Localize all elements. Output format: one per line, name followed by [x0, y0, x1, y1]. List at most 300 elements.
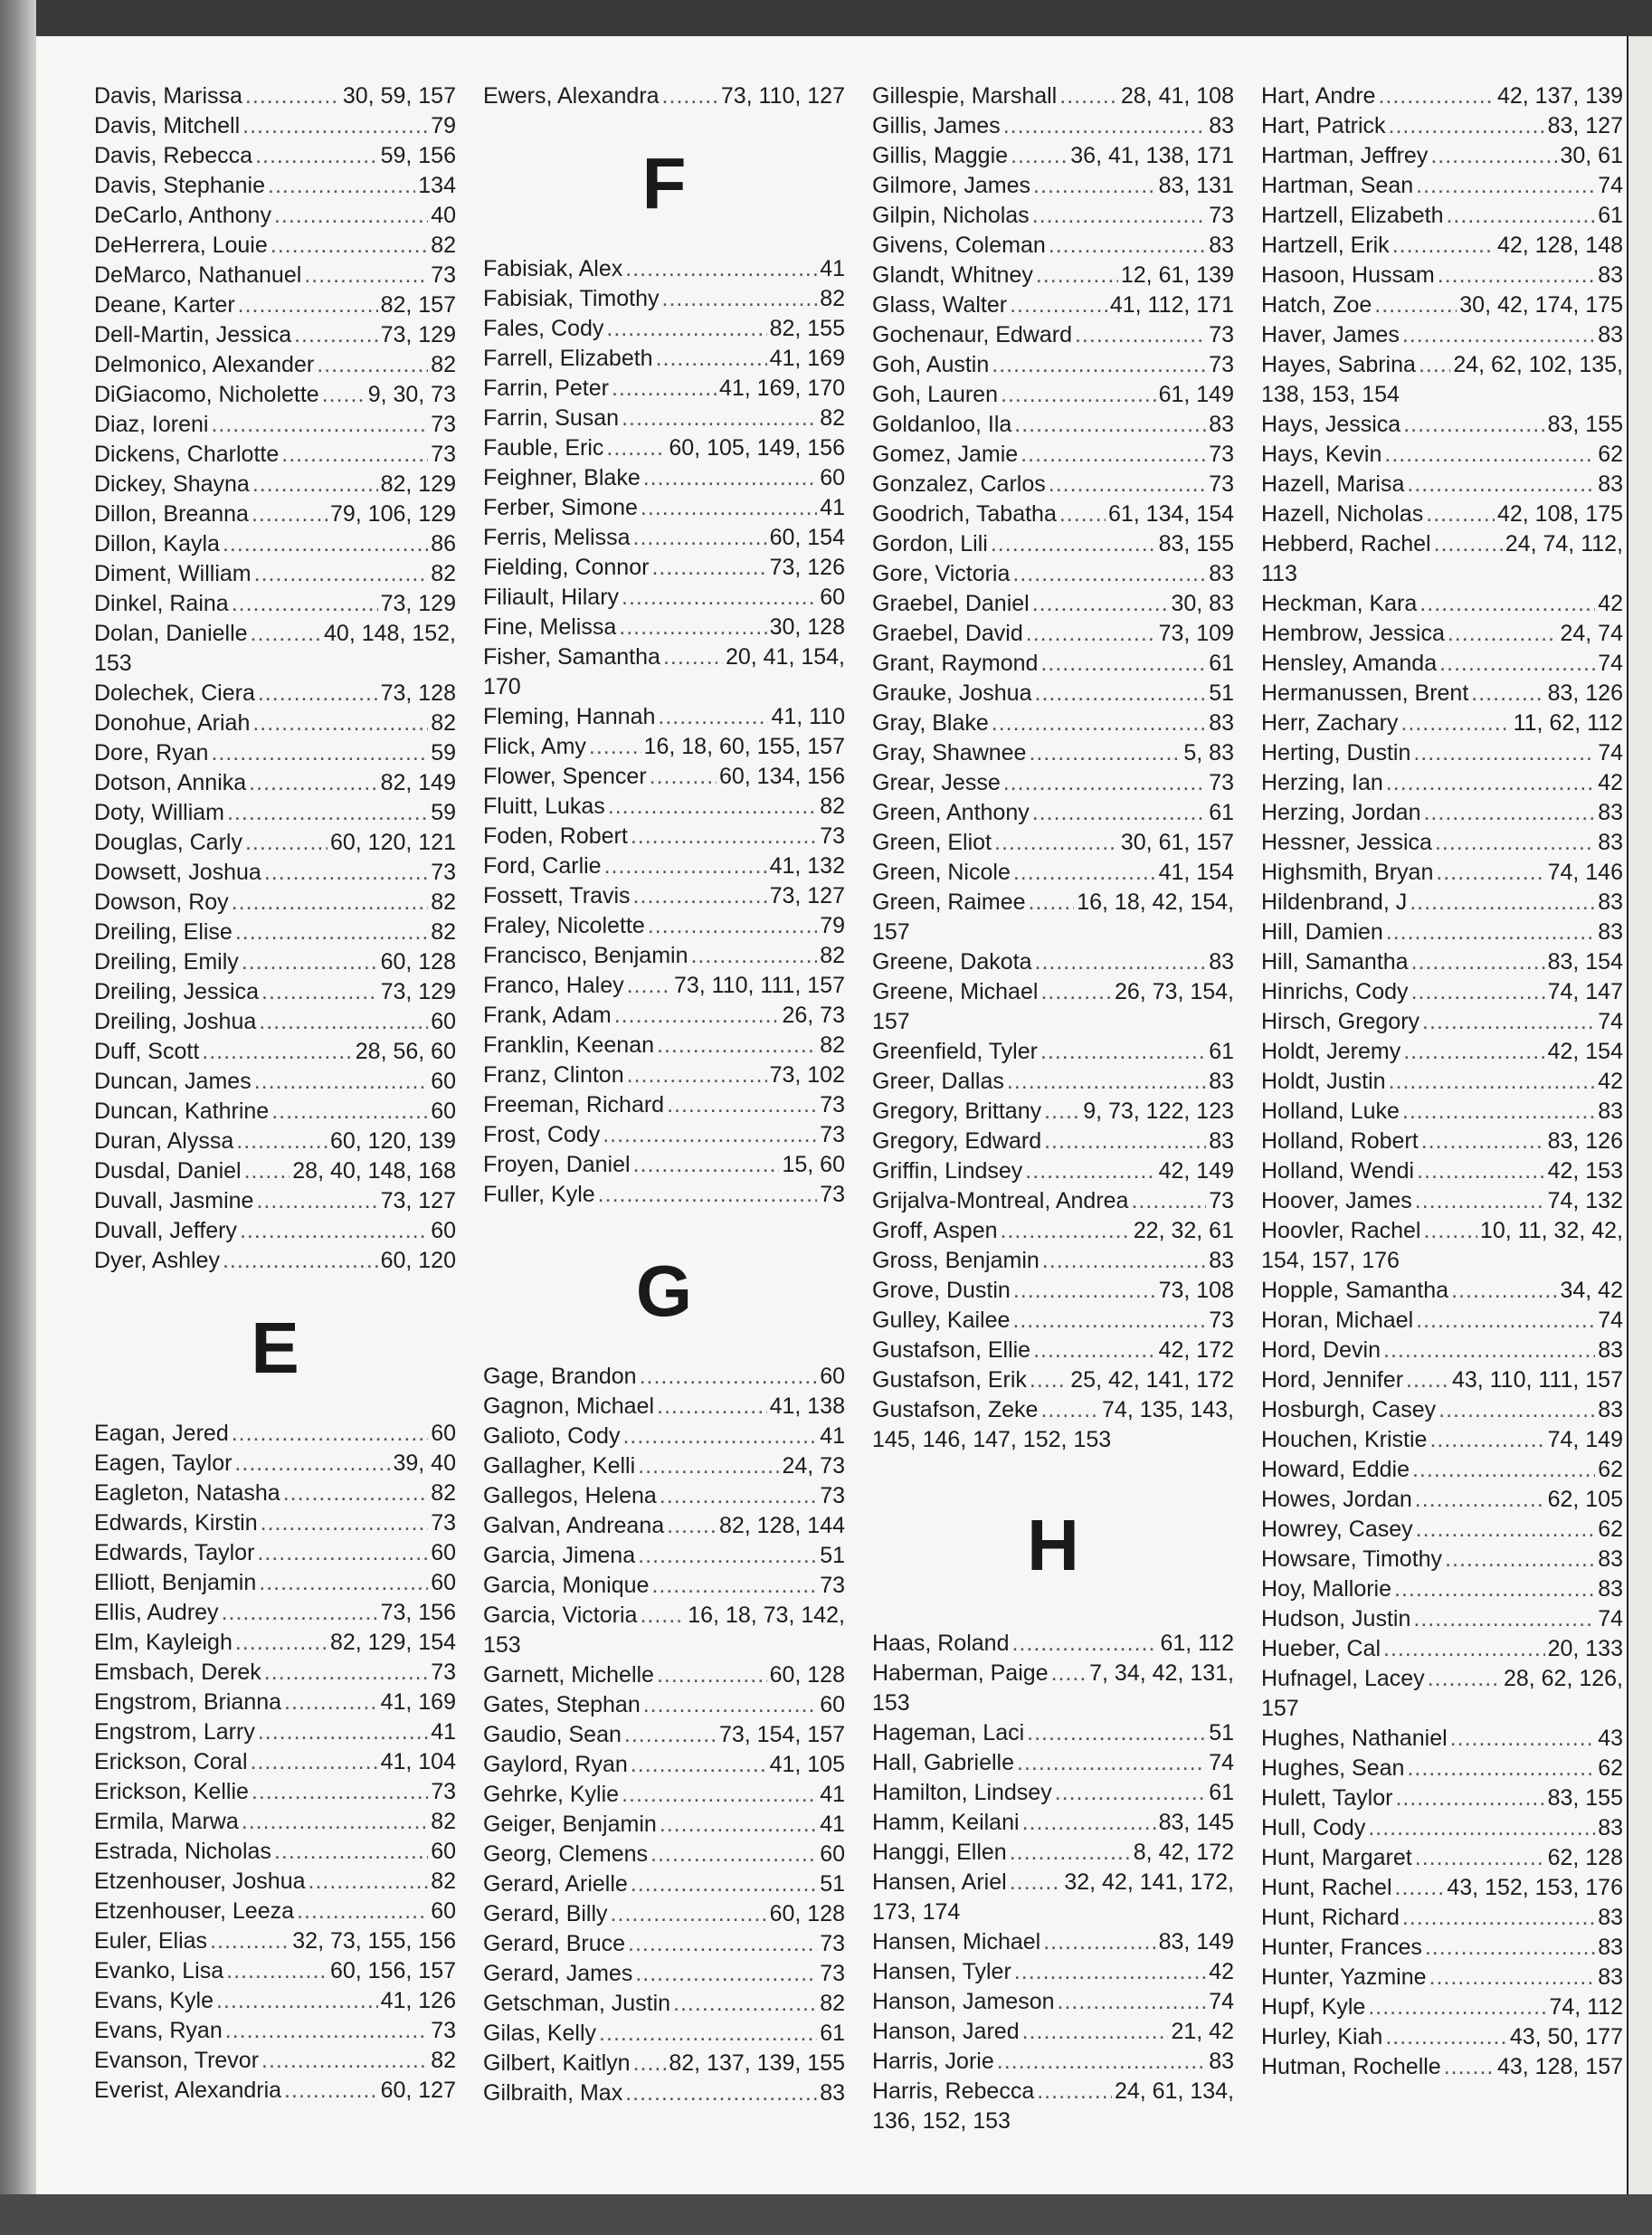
entry-pages: 82, 155	[769, 316, 845, 341]
book-spine	[0, 0, 36, 2235]
entry-pages: 60, 120	[380, 1248, 456, 1273]
entry-pages: 12, 61, 139	[1120, 262, 1234, 288]
dot-leader	[1410, 888, 1595, 918]
entry-name: Hughes, Sean	[1261, 1755, 1405, 1781]
entry-name: Garnett, Michelle	[483, 1662, 654, 1688]
index-page	[36, 36, 1628, 2194]
dot-leader	[1040, 977, 1112, 1007]
entry-name: Hunt, Richard	[1261, 1905, 1400, 1930]
entry-name: Highsmith, Bryan	[1261, 860, 1434, 885]
entry-name: Heckman, Kara	[1261, 591, 1418, 616]
dot-leader	[274, 1837, 428, 1867]
index-entry	[483, 792, 845, 822]
index-entry	[94, 470, 456, 499]
entry-pages: 60, 128	[769, 1662, 845, 1688]
index-entry	[94, 1926, 456, 1956]
index-entry	[483, 1959, 845, 1989]
entry-pages: 41	[431, 1719, 456, 1745]
entry-pages: 61, 149	[1158, 382, 1234, 407]
entry-pages: 32, 73, 155, 156	[292, 1928, 456, 1954]
dot-leader	[1444, 2052, 1495, 2082]
index-entry	[1261, 529, 1623, 589]
index-entry	[94, 1747, 456, 1777]
entry-name: Delmonico, Alexander	[94, 352, 315, 377]
dot-leader	[1386, 768, 1595, 798]
dot-leader	[1035, 947, 1207, 977]
entry-pages: 74	[1598, 1009, 1623, 1034]
entry-name: Fossett, Travis	[483, 883, 631, 908]
index-entry	[872, 1216, 1234, 1246]
dot-leader	[638, 1451, 779, 1481]
entry-name: Hutman, Rochelle	[1261, 2054, 1441, 2079]
entry-name: Holdt, Jeremy	[1261, 1039, 1401, 1064]
entry-name: Dell-Martin, Jessica	[94, 322, 292, 347]
entry-pages: 83	[1598, 830, 1623, 855]
entry-name: Gilbert, Kaitlyn	[483, 2050, 631, 2076]
entry-pages: 74	[1598, 740, 1623, 766]
index-entry	[872, 1306, 1234, 1336]
entry-name: Duncan, Kathrine	[94, 1098, 270, 1124]
dot-leader	[1402, 320, 1595, 350]
entry-name: Hamilton, Lindsey	[872, 1780, 1052, 1805]
dot-leader	[1013, 858, 1156, 888]
dot-leader	[1407, 1754, 1595, 1783]
index-entry	[94, 768, 456, 798]
dot-leader	[1059, 499, 1106, 529]
entry-name: Gustafson, Ellie	[872, 1337, 1031, 1363]
index-entry	[872, 798, 1234, 828]
entry-name: Ewers, Alexandra	[483, 83, 660, 109]
index-entry	[872, 231, 1234, 261]
entry-pages: 73	[431, 860, 456, 885]
index-entry	[872, 1808, 1234, 1838]
entry-pages: 62, 128	[1547, 1845, 1623, 1870]
dot-leader	[1032, 201, 1207, 231]
index-entry	[872, 1927, 1234, 1957]
dot-leader	[1058, 1987, 1207, 2017]
entry-name: Gerard, Bruce	[483, 1931, 626, 1956]
entry-name: Davis, Mitchell	[94, 113, 241, 138]
entry-pages: 82	[820, 943, 845, 968]
index-entry	[1261, 2022, 1623, 2052]
dot-leader	[1378, 81, 1495, 111]
entry-pages: 51	[820, 1871, 845, 1897]
entry-name: Ferris, Melissa	[483, 525, 631, 550]
index-entry	[483, 1180, 845, 1210]
index-entry	[872, 858, 1234, 888]
index-entry	[872, 888, 1234, 947]
dot-leader	[1438, 261, 1595, 290]
entry-pages: 62	[1598, 1517, 1623, 1542]
entry-name: Gilas, Kelly	[483, 2021, 597, 2046]
dot-leader	[1049, 470, 1206, 499]
entry-name: Garcia, Jimena	[483, 1543, 636, 1568]
entry-name: Estrada, Nicholas	[94, 1839, 271, 1864]
index-entry	[1261, 261, 1623, 290]
index-entry	[872, 1336, 1234, 1365]
dot-leader	[1040, 1037, 1206, 1067]
entry-name: Gagnon, Michael	[483, 1393, 655, 1419]
entry-name: Euler, Elias	[94, 1928, 208, 1954]
dot-leader	[1395, 1873, 1445, 1903]
dot-leader	[1040, 649, 1206, 679]
entry-pages: 73, 110, 127	[720, 83, 845, 109]
entry-pages: 74	[1209, 1989, 1234, 2014]
dot-leader	[1413, 1604, 1595, 1634]
dot-leader	[631, 1869, 817, 1899]
index-entry	[872, 320, 1234, 350]
dot-leader	[227, 798, 428, 828]
dot-leader	[1394, 1574, 1595, 1604]
entry-name: Frost, Cody	[483, 1122, 601, 1147]
dot-leader	[633, 881, 767, 911]
entry-name: Gore, Victoria	[872, 561, 1011, 586]
entry-pages: 61	[1209, 800, 1234, 825]
entry-pages: 41	[820, 1782, 845, 1807]
dot-leader	[1389, 111, 1545, 141]
entry-name: Diaz, Ioreni	[94, 412, 209, 437]
dot-leader	[1049, 231, 1206, 261]
dot-leader	[261, 2046, 428, 2076]
entry-name: Hanson, Jameson	[872, 1989, 1055, 2014]
dot-leader	[322, 380, 366, 410]
index-entry	[94, 261, 456, 290]
entry-name: Hunt, Margaret	[1261, 1845, 1412, 1870]
index-entry	[94, 1067, 456, 1097]
entry-pages: 82, 129	[380, 471, 456, 497]
entry-name: Dore, Ryan	[94, 740, 209, 766]
entry-pages: 62	[1598, 1755, 1623, 1781]
entry-pages: 30, 83	[1171, 591, 1234, 616]
index-entry	[872, 738, 1234, 768]
dot-leader	[660, 1481, 817, 1511]
dot-leader	[1368, 1813, 1595, 1843]
index-entry	[872, 1186, 1234, 1216]
entry-name: Griffin, Lindsey	[872, 1158, 1023, 1184]
entry-pages: 83	[1598, 800, 1623, 825]
dot-leader	[1014, 410, 1206, 440]
entry-pages: 15, 60	[782, 1152, 845, 1177]
index-entry	[94, 1127, 456, 1156]
index-entry	[94, 529, 456, 559]
entry-pages: 83, 155	[1158, 531, 1234, 556]
index-entry	[872, 529, 1234, 559]
entry-name: Fraley, Nicolette	[483, 913, 645, 938]
entry-pages: 83	[1598, 889, 1623, 915]
index-entry	[94, 828, 456, 858]
index-entry	[94, 201, 456, 231]
dot-leader	[251, 619, 321, 649]
entry-pages: 74, 112	[1549, 1994, 1623, 2020]
index-entry	[1261, 649, 1623, 679]
entry-name: Howes, Jordan	[1261, 1487, 1412, 1512]
index-entry	[483, 1031, 845, 1060]
index-entry	[483, 851, 845, 881]
dot-leader	[1450, 1724, 1595, 1754]
entry-name: Dotson, Annika	[94, 770, 247, 795]
entry-name: Farrin, Susan	[483, 405, 620, 431]
entry-name: Greene, Michael	[872, 979, 1039, 1004]
entry-pages: 73	[820, 1931, 845, 1956]
entry-pages: 7, 34, 42, 131,	[1089, 1660, 1234, 1686]
dot-leader	[1044, 1097, 1080, 1127]
dot-leader	[640, 1601, 685, 1631]
entry-name: Hirsch, Gregory	[1261, 1009, 1420, 1034]
index-entry	[94, 440, 456, 470]
entry-pages: 83, 149	[1158, 1929, 1234, 1954]
entry-pages-continued: 154, 157, 176	[1261, 1248, 1400, 1273]
dot-leader	[254, 559, 429, 589]
index-entry	[483, 314, 845, 344]
entry-pages: 30, 59, 157	[342, 83, 456, 109]
section-letter: F	[641, 143, 687, 224]
dot-leader	[238, 290, 378, 320]
entry-name: Gallagher, Kelli	[483, 1453, 636, 1479]
dot-leader	[1400, 709, 1510, 738]
entry-name: Dolan, Danielle	[94, 621, 248, 646]
entry-pages: 30, 128	[769, 614, 845, 640]
index-entry	[483, 1150, 845, 1180]
index-entry	[483, 523, 845, 553]
index-entry	[872, 380, 1234, 410]
index-entry	[1261, 589, 1623, 619]
entry-pages: 82, 129, 154	[329, 1630, 456, 1655]
index-entry	[872, 589, 1234, 619]
index-entry	[94, 81, 456, 111]
entry-pages: 25, 42, 141, 172	[1070, 1367, 1234, 1393]
entry-pages: 61	[1209, 1780, 1234, 1805]
dot-leader	[1411, 947, 1545, 977]
section-letter: E	[251, 1308, 299, 1388]
entry-pages: 36, 41, 138, 171	[1070, 143, 1234, 168]
entry-pages: 74	[1598, 173, 1623, 198]
entry-name: Foden, Robert	[483, 823, 628, 849]
dot-leader	[992, 709, 1206, 738]
dot-leader	[1386, 918, 1595, 947]
entry-pages: 42, 137, 139	[1496, 83, 1623, 109]
entry-pages: 82	[431, 233, 456, 258]
dot-leader	[1022, 2017, 1169, 2047]
entry-name: Howard, Eddie	[1261, 1457, 1410, 1482]
index-entry	[872, 410, 1234, 440]
entry-pages: 134	[418, 173, 456, 198]
dot-leader	[643, 1690, 817, 1720]
entry-name: Evans, Ryan	[94, 2018, 223, 2043]
index-entry	[872, 1395, 1234, 1455]
entry-name: Hartman, Jeffrey	[1261, 143, 1429, 168]
dot-leader	[259, 1568, 428, 1598]
index-entry	[94, 141, 456, 171]
entry-pages: 79, 106, 129	[329, 501, 456, 527]
entry-pages: 73, 127	[380, 1188, 456, 1213]
entry-name: Davis, Stephanie	[94, 173, 266, 198]
entry-name: Elliott, Benjamin	[94, 1570, 257, 1595]
entry-pages: 61, 134, 154	[1107, 501, 1234, 527]
index-entry	[872, 1127, 1234, 1156]
entry-pages: 42, 153	[1547, 1158, 1623, 1184]
dot-leader	[1051, 1659, 1087, 1688]
entry-name: Hazell, Nicholas	[1261, 501, 1424, 527]
dot-leader	[1010, 1838, 1131, 1868]
index-entry	[872, 141, 1234, 171]
dot-leader	[261, 1508, 429, 1538]
dot-leader	[264, 858, 428, 888]
entry-name: Davis, Marissa	[94, 83, 242, 109]
dot-leader	[1426, 499, 1495, 529]
entry-name: Gehrke, Kylie	[483, 1782, 620, 1807]
entry-name: Gustafson, Erik	[872, 1367, 1027, 1393]
entry-pages: 43	[1598, 1726, 1623, 1751]
entry-name: Francisco, Benjamin	[483, 943, 688, 968]
entry-pages: 74, 147	[1547, 979, 1623, 1004]
index-entry	[94, 947, 456, 977]
entry-name: Hageman, Laci	[872, 1720, 1025, 1745]
index-entry	[483, 1451, 845, 1481]
dot-leader	[232, 1419, 428, 1449]
index-entry	[483, 1840, 845, 1869]
index-entry	[483, 1810, 845, 1840]
dot-leader	[1429, 1425, 1544, 1455]
index-entry	[483, 2019, 845, 2049]
index-entry	[1261, 1843, 1623, 1873]
index-entry	[94, 619, 456, 679]
index-entry	[483, 284, 845, 314]
entry-pages: 24, 74, 112,	[1505, 531, 1623, 556]
entry-name: Fuller, Kyle	[483, 1182, 595, 1207]
entry-name: Georg, Clemens	[483, 1841, 649, 1867]
index-entry	[94, 1897, 456, 1926]
index-entry	[94, 1479, 456, 1508]
dot-leader	[622, 1780, 817, 1810]
entry-name: Franz, Clinton	[483, 1062, 624, 1088]
entry-name: Dowson, Roy	[94, 889, 229, 915]
index-entry	[1261, 738, 1623, 768]
index-entry	[1261, 858, 1623, 888]
entry-pages: 82	[431, 1809, 456, 1834]
dot-leader	[1402, 1097, 1595, 1127]
index-entry	[94, 1216, 456, 1246]
dot-leader	[643, 463, 817, 493]
entry-name: Gerard, James	[483, 1961, 633, 1986]
entry-pages: 28, 41, 108	[1120, 83, 1234, 109]
dot-leader	[216, 1986, 378, 2016]
dot-leader	[1402, 1903, 1595, 1933]
dot-leader	[991, 529, 1156, 559]
index-entry	[94, 410, 456, 440]
index-entry	[483, 911, 845, 941]
index-entry	[483, 1989, 845, 2019]
dot-leader	[1403, 1037, 1544, 1067]
entry-pages: 41, 110	[771, 704, 845, 729]
entry-name: Hunter, Frances	[1261, 1935, 1422, 1960]
entry-pages: 42, 149	[1158, 1158, 1234, 1184]
dot-leader	[258, 1717, 428, 1747]
index-entry	[1261, 1754, 1623, 1783]
entry-name: Eagen, Taylor	[94, 1450, 233, 1476]
index-entry	[94, 679, 456, 709]
index-entry	[483, 642, 845, 702]
entry-pages: 73	[1209, 352, 1234, 377]
dot-leader	[274, 201, 428, 231]
index-entry	[1261, 1574, 1623, 1604]
entry-name: Harris, Rebecca	[872, 2078, 1035, 2104]
entry-pages: 82	[820, 286, 845, 311]
index-entry	[872, 111, 1234, 141]
dot-leader	[1011, 141, 1068, 171]
dot-leader	[1030, 1365, 1068, 1395]
entry-pages: 41	[820, 256, 845, 281]
entry-pages: 41, 154	[1158, 860, 1234, 885]
entry-pages: 60, 120, 139	[329, 1128, 456, 1154]
entry-pages: 74	[1598, 651, 1623, 676]
dot-leader	[297, 1897, 428, 1926]
index-entry	[483, 463, 845, 493]
entry-pages: 60, 120, 121	[329, 830, 456, 855]
dot-leader	[1395, 1783, 1544, 1813]
entry-name: Green, Anthony	[872, 800, 1030, 825]
dot-leader	[245, 81, 340, 111]
entry-pages: 73, 110, 111, 157	[673, 973, 845, 998]
index-entry	[94, 977, 456, 1007]
entry-pages: 73	[431, 2018, 456, 2043]
dot-leader	[1392, 231, 1495, 261]
index-entry	[872, 649, 1234, 679]
index-entry	[872, 1037, 1234, 1067]
index-entry	[872, 2017, 1234, 2047]
dot-leader	[1429, 1963, 1596, 1992]
entry-pages: 41, 132	[769, 853, 845, 879]
entry-name: Hansen, Tyler	[872, 1959, 1011, 1984]
dot-leader	[252, 709, 428, 738]
entry-name: Farrell, Elizabeth	[483, 346, 653, 371]
index-entry	[1261, 1813, 1623, 1843]
entry-name: Green, Raimee	[872, 889, 1026, 915]
index-entry	[872, 81, 1234, 111]
index-entry	[1261, 1604, 1623, 1634]
entry-pages: 62	[1598, 1457, 1623, 1482]
entry-name: DeHerrera, Louie	[94, 233, 268, 258]
entry-pages: 82	[820, 1032, 845, 1058]
entry-pages: 73	[431, 262, 456, 288]
entry-pages: 83, 154	[1547, 949, 1623, 975]
dot-leader	[1374, 290, 1457, 320]
entry-name: Gustafson, Zeke	[872, 1397, 1039, 1422]
entry-pages: 74	[1598, 1308, 1623, 1333]
entry-pages: 74, 132	[1547, 1188, 1623, 1213]
entry-pages: 51	[1209, 680, 1234, 706]
index-entry	[1261, 1097, 1623, 1127]
entry-name: DeCarlo, Anthony	[94, 203, 271, 228]
entry-name: Dreiling, Elise	[94, 919, 233, 945]
index-entry	[483, 1780, 845, 1810]
dot-leader	[235, 1628, 328, 1658]
index-entry	[94, 1156, 456, 1186]
entry-pages: 24, 62, 102, 135,	[1453, 352, 1623, 377]
entry-name: Green, Nicole	[872, 860, 1011, 885]
dot-leader	[294, 320, 377, 350]
entry-pages: 82	[431, 710, 456, 736]
dot-leader	[234, 1449, 390, 1479]
entry-pages: 60	[431, 1540, 456, 1565]
entry-name: Hoovler, Rachel	[1261, 1218, 1421, 1243]
index-entry	[483, 1090, 845, 1120]
index-entry	[483, 1690, 845, 1720]
index-entry	[1261, 798, 1623, 828]
dot-leader	[1383, 1634, 1545, 1664]
dot-leader	[304, 261, 428, 290]
dot-leader	[667, 1090, 817, 1120]
dot-leader	[1419, 350, 1450, 380]
